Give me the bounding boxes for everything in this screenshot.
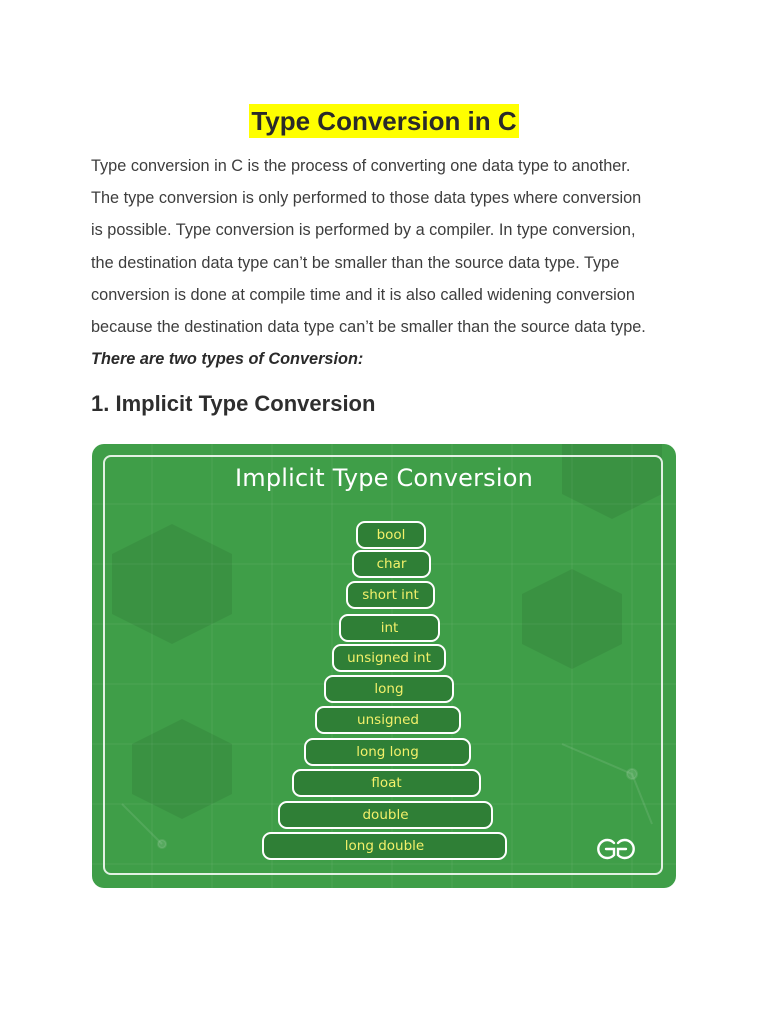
type-box: double <box>278 801 493 829</box>
figure-title: Implicit Type Conversion <box>234 464 534 492</box>
paragraph-line: Type conversion in C is the process of converting one data type to another. <box>91 157 631 175</box>
paragraph-line: the destination data type can’t be smaller than the source data type. Type <box>91 253 620 272</box>
section-heading: 1. Implicit Type Conversion <box>91 391 376 416</box>
type-box: int <box>339 614 440 642</box>
type-box: long double <box>262 832 507 860</box>
type-box: long <box>324 675 454 703</box>
intro-paragraph <box>91 150 691 343</box>
paragraph-line: The type conversion is only performed to those data types where conversion <box>91 189 642 208</box>
type-box: float <box>292 769 481 797</box>
type-box: char <box>352 550 431 578</box>
paragraph-line: conversion is done at compile time and it is also called widening conversion <box>91 285 635 304</box>
gfg-logo-icon <box>592 836 640 862</box>
implicit-conversion-figure <box>92 444 676 888</box>
paragraph-line: because the destination data type can’t be smaller than the source data type. <box>91 318 646 337</box>
type-box: short int <box>346 581 435 609</box>
type-box: unsigned <box>315 706 461 734</box>
type-box: bool <box>356 521 426 549</box>
type-box: long long <box>304 738 471 766</box>
type-box: unsigned int <box>332 644 446 672</box>
page-title: Type Conversion in C <box>251 106 517 136</box>
types-note: There are two types of Conversion: <box>91 350 364 368</box>
paragraph-line: is possible. Type conversion is performed by a compiler. In type conversion, <box>91 221 636 240</box>
